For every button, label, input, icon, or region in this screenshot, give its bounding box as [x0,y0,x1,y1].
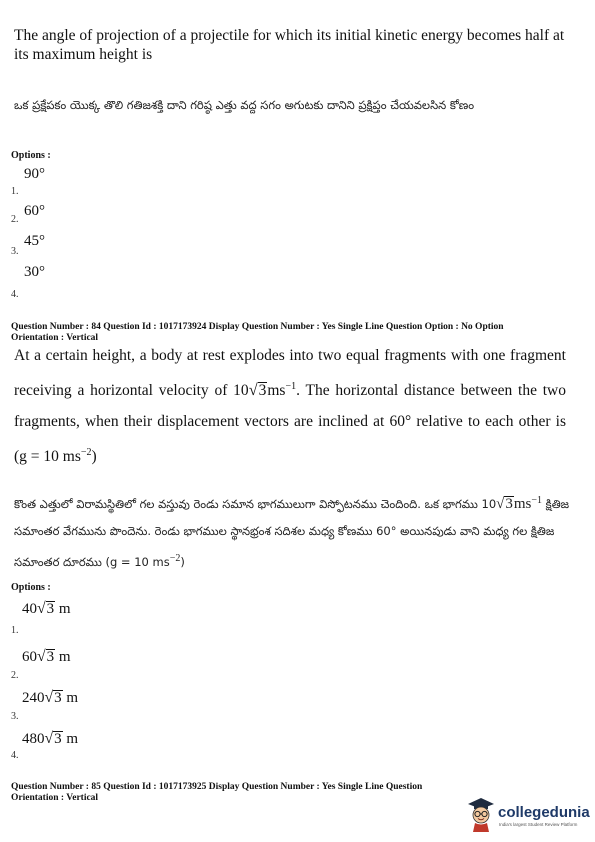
q85-meta-line1: Question Number : 85 Question Id : 1017173925 Display Question Number : Yes Single Line Question [11,782,423,792]
sqrt-symbol-icon: √ [37,648,46,665]
q84-en-part3: ) [91,448,97,466]
q84-te-part1: కొంత ఎత్తులో విరామస్థితిలో గల వస్తువు రెండు సమాన భాగములుగా విస్ఫోటనము చెందింది. ఒక భాగము 10 [14,496,497,511]
q83-option-1-num: 1. [11,186,19,197]
q83-option-1-value: 90° [24,166,45,182]
q83-option-3-value: 45° [24,233,45,249]
q84-meta-line2: Orientation : Vertical [11,333,99,343]
student-mascot-icon [466,796,496,832]
q84-option-3-value [22,689,78,707]
logo-tagline: India's largest Student Review Platform [499,822,578,827]
q84-option-1-coef: 40 [22,601,37,617]
q84-option-4-unit: m [66,731,79,747]
q84-en-part1: At a certain height, a body at rest explodes into two equal fragments with one fragment receiving a horizontal velocity of 10 [14,347,566,400]
q84-te-unit: ms [513,495,532,512]
q84-en-part2: . The horizontal distance between the two fragments, when their displacement vectors are inclined at 60° relative to each other is (g = 10 ms [14,382,566,466]
q84-option-1-rad: 3 [46,601,55,617]
q84-te-part3: ) [180,554,185,569]
q84-option-1-unit: m [58,601,71,617]
q84-option-2-num: 2. [11,670,19,681]
logo-name: collegedunia [498,804,590,821]
q84-option-4-value [22,730,78,748]
q84-meta-line1: Question Number : 84 Question Id : 1017173924 Display Question Number : Yes Single Line Question Option : No Option [11,322,504,332]
q85-meta [11,782,481,804]
q83-option-2-value: 60° [24,203,45,219]
q83-option-4-num: 4. [11,289,19,300]
q84-en-exp: −1 [285,381,297,392]
q84-option-2-rad: 3 [46,649,55,665]
q84-option-4-rad: 3 [54,731,62,747]
q84-te-sqrt: 3 [505,495,513,512]
q84-options-label: Options : [11,582,51,593]
sqrt-symbol-icon: √ [37,600,46,617]
q84-en-sqrt: 3 [258,382,267,400]
q84-en-exp2: −2 [80,447,92,459]
q85-meta-line2: Orientation : Vertical [11,793,99,803]
q84-text-en [14,340,566,472]
q83-option-4-value: 30° [24,264,45,280]
q83-text-en: The angle of projection of a projectile for which its initial kinetic energy becomes half at its maximum height is [14,27,565,63]
q83-text-te: ఒక ప్రక్షేపకం యొక్క తొలి గతిజశక్తి దాని గరిష్ఠ ఎత్తు వద్ద సగం అగుటకు దానిని ప్రక్షిప్తం చేయవలసిన కోణం [14,98,475,112]
q84-option-4-coef: 480 [22,731,45,747]
sqrt-symbol-icon: √ [248,381,258,400]
sqrt-symbol-icon: √ [44,689,54,706]
q84-option-2-unit: m [58,649,71,665]
q84-option-2-value [22,648,71,666]
q83-options-label: Options : [11,150,51,161]
q84-text-te [14,487,570,576]
q84-te-part2: క్షితిజ సమాంతర వేగమును పొందెను. రెండు భాగముల స్థానభ్రంశ సదిశల మధ్య కోణము 60° అయినపుడు వాని మధ్య గల క్షితిజ సమాంతర దూరము (g = 10 ms [14,496,570,569]
q83-option-3-num: 3. [11,246,19,257]
q84-option-2-coef: 60 [22,649,37,665]
q84-te-exp2: −2 [169,552,181,564]
q83-option-2-num: 2. [11,214,19,225]
q84-option-4-num: 4. [11,750,19,761]
sqrt-symbol-icon: √ [44,730,54,747]
q84-en-unit: ms [267,382,286,400]
sqrt-symbol-icon: √ [496,495,505,512]
q84-option-3-num: 3. [11,711,19,722]
q84-option-3-unit: m [66,690,79,706]
q84-option-3-rad: 3 [54,690,62,706]
collegedunia-logo [466,796,590,836]
q84-option-1-num: 1. [11,625,19,636]
q84-option-1-value [22,600,71,618]
q84-option-3-coef: 240 [22,690,45,706]
q84-te-exp: −1 [531,495,543,506]
